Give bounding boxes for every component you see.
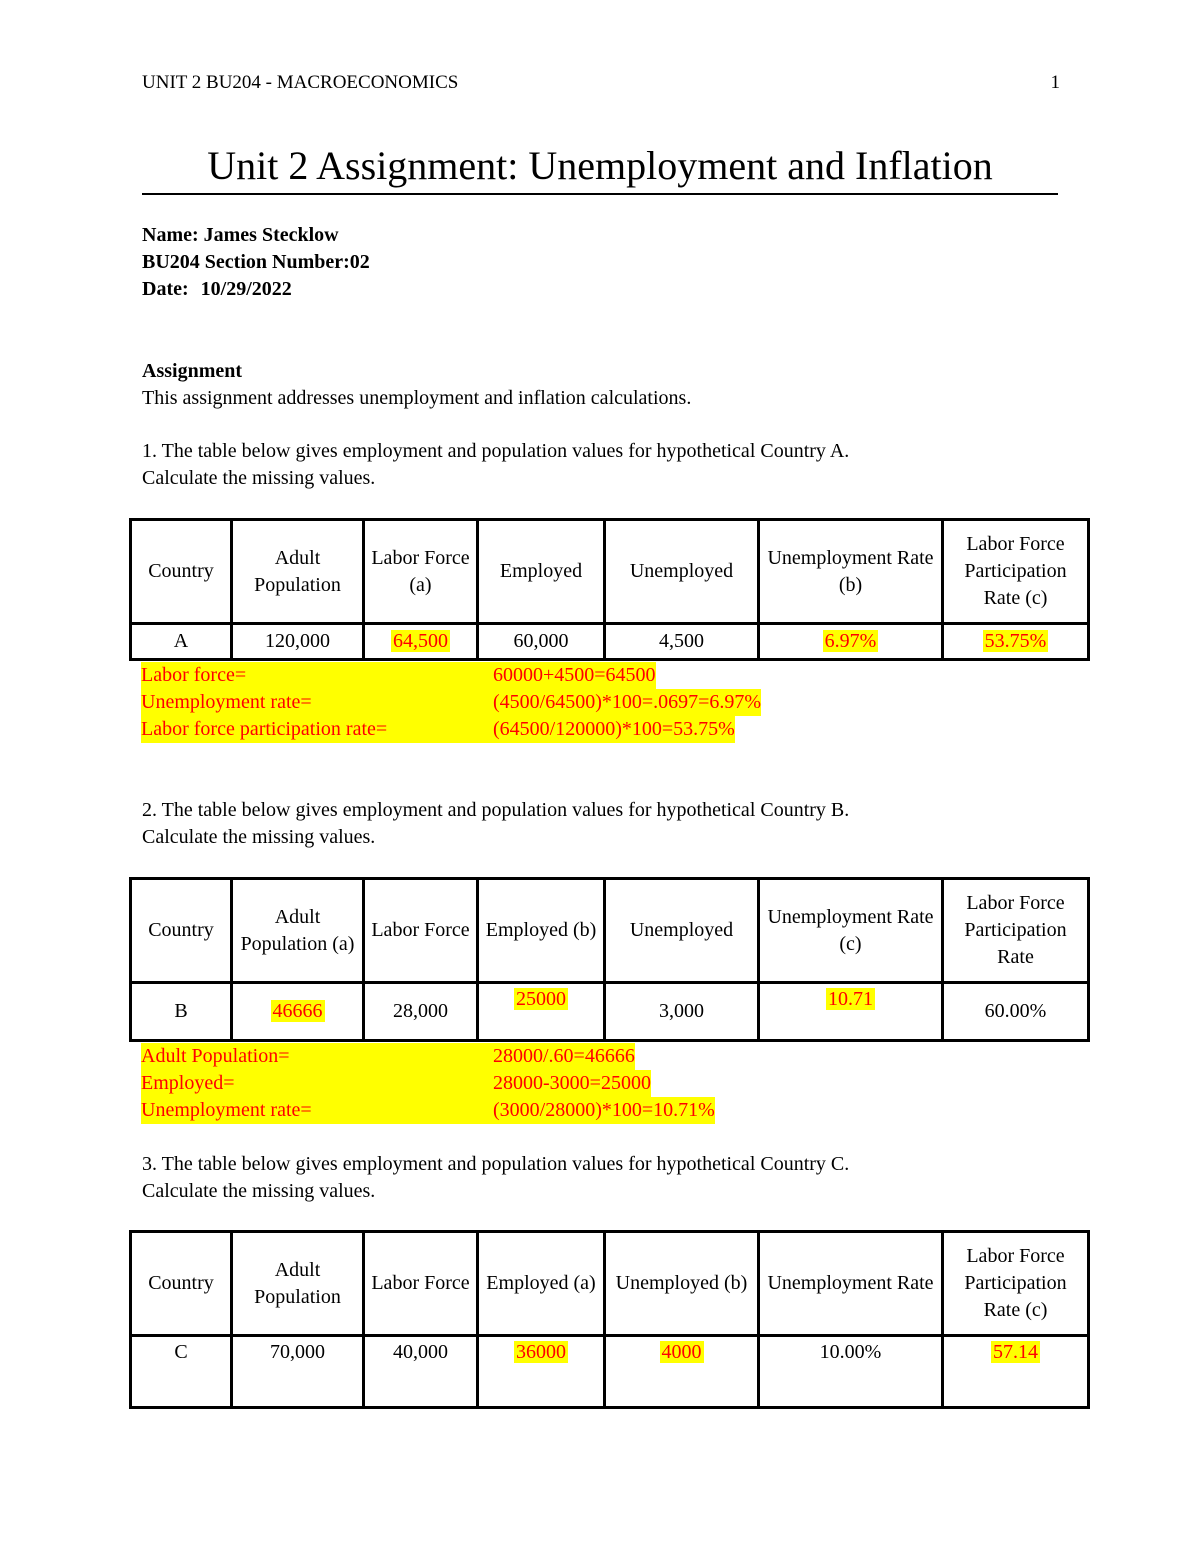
calc-row (141, 1097, 715, 1124)
header-cell: Labor Force Participation Rate (c) (943, 1232, 1089, 1336)
calculations-country-b (141, 1043, 715, 1124)
header-cell: Employed (a) (478, 1232, 605, 1336)
table-header-row (131, 520, 1089, 624)
student-name: Name: James Stecklow (142, 224, 339, 246)
calc-label: Unemployment rate= (141, 689, 493, 716)
calc-row (141, 689, 761, 716)
data-cell (605, 1336, 759, 1408)
student-info (142, 222, 370, 303)
answer-highlight: 46666 (272, 1000, 323, 1022)
header-cell: Labor Force (a) (364, 520, 478, 624)
calc-label: Adult Population= (141, 1043, 493, 1070)
calculations-country-a (141, 662, 761, 743)
calc-value: 28000/.60=46666 (493, 1043, 635, 1070)
question-1 (142, 438, 849, 492)
header-cell: Labor Force (364, 879, 478, 983)
table-row (131, 1336, 1089, 1408)
data-cell (759, 624, 943, 660)
calc-value: (4500/64500)*100=.0697=6.97% (493, 689, 761, 716)
question-2 (142, 797, 849, 851)
header-cell: Labor Force Participation Rate (943, 879, 1089, 983)
question-3-line1: 3. The table below gives employment and population values for hypothetical Country C. (142, 1153, 850, 1175)
question-1-line2: Calculate the missing values. (142, 467, 376, 489)
data-cell (943, 1336, 1089, 1408)
table-row (131, 624, 1089, 660)
calc-row (141, 662, 761, 689)
answer-highlight: 6.97% (824, 630, 877, 652)
data-cell: 120,000 (232, 624, 364, 660)
header-cell: Country (131, 879, 232, 983)
header-cell: Unemployment Rate (759, 1232, 943, 1336)
data-cell: 70,000 (232, 1336, 364, 1408)
calc-label: Employed= (141, 1070, 493, 1097)
question-3 (142, 1151, 849, 1205)
data-cell (478, 983, 605, 1041)
date-value: 10/29/2022 (200, 278, 292, 300)
calc-label: Labor force= (141, 662, 493, 689)
header-cell: Unemployed (605, 520, 759, 624)
calc-value: (64500/120000)*100=53.75% (493, 716, 735, 743)
data-cell: 4,500 (605, 624, 759, 660)
header-cell: Labor Force Participation Rate (c) (943, 520, 1089, 624)
assignment-intro: This assignment addresses unemployment and inflation calculations. (142, 387, 692, 409)
document-title: Unit 2 Assignment: Unemployment and Inflation (142, 142, 1058, 195)
calc-value: 60000+4500=64500 (493, 662, 656, 689)
data-cell (364, 624, 478, 660)
calc-value: (3000/28000)*100=10.71% (493, 1097, 715, 1124)
calc-row (141, 1070, 715, 1097)
header-cell: Adult Population (a) (232, 879, 364, 983)
data-cell: 10.00% (759, 1336, 943, 1408)
data-cell: A (131, 624, 232, 660)
table-country-a (129, 518, 1090, 661)
header-cell: Unemployed (b) (605, 1232, 759, 1336)
question-2-line2: Calculate the missing values. (142, 826, 376, 848)
page-number: 1 (1050, 72, 1060, 93)
answer-highlight: 64,500 (393, 630, 448, 652)
section-number: BU204 Section Number:02 (142, 251, 370, 273)
table-country-b (129, 877, 1090, 1042)
question-2-line1: 2. The table below gives employment and population values for hypothetical Country B. (142, 799, 850, 821)
header-cell: Unemployment Rate (c) (759, 879, 943, 983)
header-cell: Employed (478, 520, 605, 624)
calc-label: Labor force participation rate= (141, 716, 493, 743)
answer-highlight: 53.75% (984, 630, 1047, 652)
header-cell: Country (131, 520, 232, 624)
data-cell (232, 983, 364, 1041)
date-label: Date: (142, 278, 189, 300)
table-row (131, 983, 1089, 1041)
table-header-row (131, 879, 1089, 983)
calc-row (141, 716, 761, 743)
answer-highlight: 57.14 (993, 1341, 1038, 1363)
data-cell: 28,000 (364, 983, 478, 1041)
header-cell: Country (131, 1232, 232, 1336)
calc-row (141, 1043, 715, 1070)
running-title: UNIT 2 BU204 - MACROECONOMICS (142, 72, 459, 93)
data-cell (943, 624, 1089, 660)
calc-value: 28000-3000=25000 (493, 1070, 651, 1097)
date-line (142, 276, 370, 303)
question-1-line1: 1. The table below gives employment and population values for hypothetical Country A. (142, 440, 850, 462)
header-cell: Adult Population (232, 1232, 364, 1336)
data-cell: 60,000 (478, 624, 605, 660)
header-cell: Unemployment Rate (b) (759, 520, 943, 624)
data-cell: 40,000 (364, 1336, 478, 1408)
calc-label: Unemployment rate= (141, 1097, 493, 1124)
data-cell: 60.00% (943, 983, 1089, 1041)
data-cell (759, 983, 943, 1041)
question-3-line2: Calculate the missing values. (142, 1180, 376, 1202)
data-cell: B (131, 983, 232, 1041)
table-header-row (131, 1232, 1089, 1336)
data-cell (478, 1336, 605, 1408)
header-cell: Unemployed (605, 879, 759, 983)
assignment-section (142, 358, 691, 412)
answer-highlight: 4000 (661, 1341, 702, 1363)
header-cell: Labor Force (364, 1232, 478, 1336)
answer-highlight: 36000 (516, 1341, 566, 1363)
answer-highlight: 10.71 (828, 988, 873, 1010)
assignment-heading: Assignment (142, 360, 243, 382)
header-cell: Adult Population (232, 520, 364, 624)
data-cell: 3,000 (605, 983, 759, 1041)
table-country-c (129, 1230, 1090, 1409)
answer-highlight: 25000 (516, 988, 566, 1010)
header-cell: Employed (b) (478, 879, 605, 983)
data-cell: C (131, 1336, 232, 1408)
running-header (142, 72, 1060, 94)
